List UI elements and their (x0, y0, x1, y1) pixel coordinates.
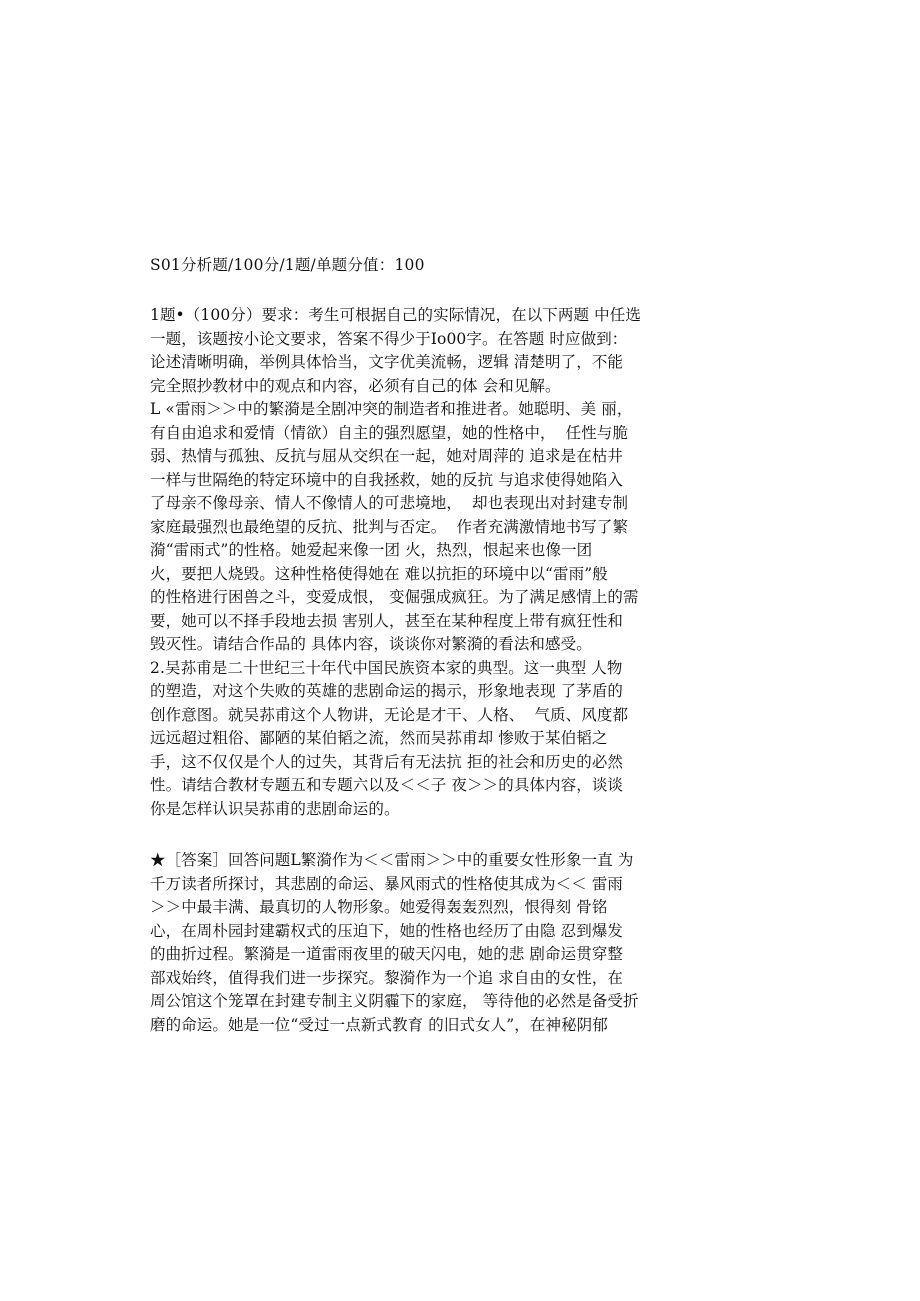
answer-line: ★［答案］回答问题L繁漪作为＜＜雷雨＞＞中的重要女性形象一直 为 (150, 851, 634, 869)
question-line: 论述清晰明确，举例具体恰当，文字优美流畅，逻辑 清楚明了，不能 (150, 353, 624, 371)
question-line: 2.吴荪甫是二十世纪三十年代中国民族资本家的典型。这一典型 人物 (150, 658, 623, 677)
question-line: 家庭最强烈也最绝望的反抗、批判与否定。 作者充满激情地书写了繁 (150, 517, 629, 536)
question-line: 的性格进行困兽之斗，变爱成恨， 变倔强成疯狂。为了满足感情上的需 (150, 588, 639, 606)
question-line: 毁灭性。请结合作品的 具体内容，谈谈你对繁漪的看法和感受。 (150, 635, 592, 653)
question-line: L «雷雨＞＞中的繁漪是全剧冲突的制造者和推进者。她聪明、美 丽， (150, 400, 633, 418)
answer-line: 磨的命运。她是一位“受过一点新式教育 的旧式女人”，在神秘阴郁 (150, 1015, 608, 1034)
question-line: 一题，该题按小论文要求，答案不得少于Io00字。在答题 时应做到： (150, 329, 628, 348)
answer-line: 周公馆这个笼罩在封建专制主义阴霾下的家庭， 等待他的必然是备受折 (150, 992, 639, 1010)
document-page (150, 254, 690, 1037)
question-line: 的塑造，对这个失败的英雄的悲剧命运的揭示，形象地表现 了茅盾的 (150, 682, 624, 700)
question-line: 手，这不仅仅是个人的过失，其背后有无法抗 拒的社会和历史的必然 (150, 752, 624, 771)
question-line: 火，要把人烧毁。这种性格使得她在 难以抗拒的环境中以“雷雨”般 (150, 564, 608, 583)
question-line: 弱、热情与孤独、反抗与屈从交织在一起，她对周萍的 追求是在枯井 (150, 447, 624, 465)
answer-line: ＞＞中最丰满、最真切的人物形象。她爱得轰轰烈烈，恨得刻 骨铭 (150, 898, 608, 916)
answer-line: 部戏始终，值得我们进一步探究。黎漪作为一个追 求自由的女性，在 (150, 968, 624, 987)
question-block (150, 304, 690, 821)
question-line: 1题•（100分）要求：考生可根据自己的实际情况，在以下两题 中任选 (150, 306, 641, 324)
question-line: 了母亲不像母亲、情人不像情人的可悲境地， 却也表现出对封建专制 (150, 494, 629, 512)
question-line: 一样与世隔绝的特定环境中的自我拯救，她的反抗 与追求使得她陷入 (150, 470, 624, 489)
section-header: S01分析题/100分/1题/单题分值：100 (150, 256, 425, 274)
question-line: 创作意图。就吴荪甫这个人物讲，无论是才干、人格、 气质、风度都 (150, 705, 629, 724)
answer-line: 千万读者所探讨，其悲剧的命运、暴风雨式的性格使其成为＜＜ 雷雨 (150, 874, 624, 893)
answer-block (150, 849, 690, 1037)
question-line: 要，她可以不择手段地去损 害别人，甚至在某种程度上带有疯狂性和 (150, 611, 624, 630)
question-line: 漪“雷雨式”的性格。她爱起来像一团 火，热烈，恨起来也像一团 (150, 541, 593, 559)
answer-line: 的曲折过程。繁漪是一道雷雨夜里的破天闪电，她的悲 剧命运贯穿整 (150, 945, 624, 963)
question-line: 有自由追求和爱情（情欲）自主的强烈愿望，她的性格中， 任性与脆 (150, 423, 629, 442)
question-line: 远远超过粗俗、鄙陋的某伯韬之流，然而吴荪甫却 惨败于某伯韬之 (150, 729, 608, 747)
question-line: 你是怎样认识吴荪甫的悲剧命运的。 (150, 799, 400, 818)
paragraph-gap (150, 821, 690, 849)
answer-line: 心，在周朴园封建霸权式的压迫下，她的性格也经历了由隐 忍到爆发 (150, 921, 624, 940)
question-line: 性。请结合教材专题五和专题六以及＜＜子 夜＞＞的具体内容，谈谈 (150, 776, 624, 794)
question-line: 完全照抄教材中的观点和内容，必须有自己的体 会和见解。 (150, 376, 561, 395)
